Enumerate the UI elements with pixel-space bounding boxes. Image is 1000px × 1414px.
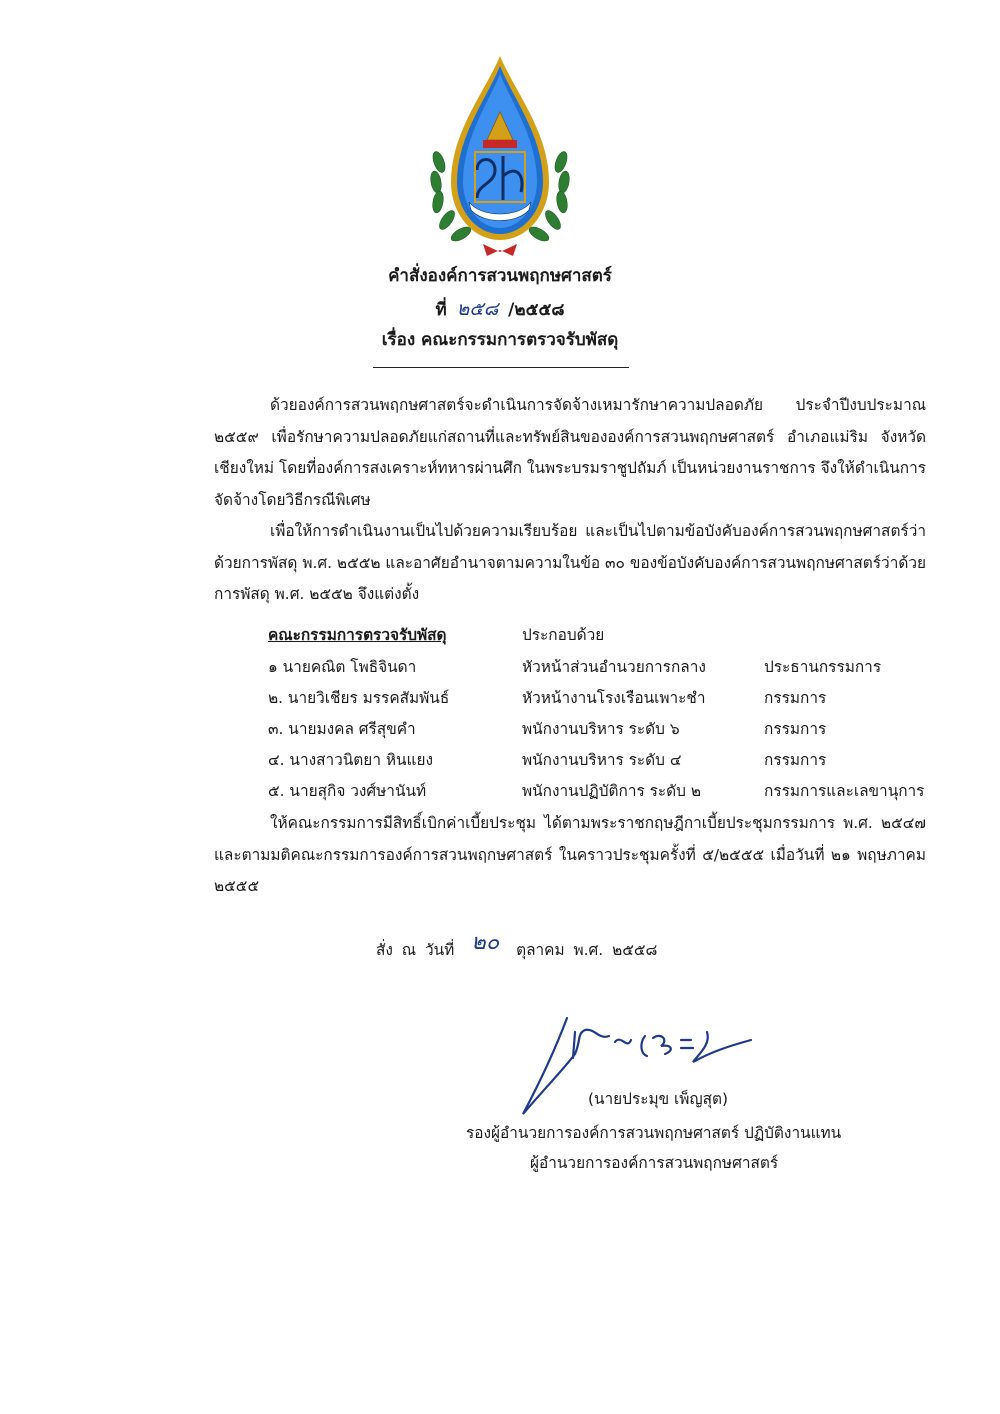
member-name: ๕. นายสุกิจ วงศ์ษานันท์: [268, 782, 427, 800]
member-name: ๓. นายมงคล ศรีสุขคำ: [268, 720, 416, 738]
order-subject: เรื่อง คณะกรรมการตรวจรับพัสดุ: [381, 330, 619, 350]
member-role: กรรมการ: [764, 751, 827, 769]
signatory-name: (นายประมุข เพ็ญสุต): [588, 1090, 728, 1108]
body-paragraph-3: ให้คณะกรรมการมีสิทธิ์เบิกค่าเบี้ยประชุม ได้ตามพระราชกฤษฎีกาเบี้ยประชุมกรรมการ พ.ศ. ๒๕๔๗ และตามมติคณะกรรมการองค์การสวนพฤกษศาสตร์ ในคราวประชุมครั้งที่ ๕/๒๕๕๕ เมื่อวันที่ ๒๑ พฤษภาคม ๒๕๕๕: [214, 814, 926, 895]
member-name: ๑ นายคณิต โพธิจินดา: [268, 658, 417, 676]
member-role: ประธานกรรมการ: [764, 658, 882, 676]
order-number-prefix: ที่: [435, 300, 447, 320]
member-position: หัวหน้าส่วนอำนวยการกลาง: [522, 658, 706, 676]
committee-member-row: [268, 654, 938, 684]
member-position: หัวหน้างานโรงเรือนเพาะชำ: [522, 689, 706, 707]
committee-member-row: [268, 747, 938, 777]
member-role: กรรมการและเลขานุการ: [764, 782, 925, 800]
member-position: พนักงานบริหาร ระดับ ๔: [522, 751, 682, 769]
signatory-title-1: รองผู้อำนวยการองค์การสวนพฤกษศาสตร์ ปฏิบัติงานแทน: [466, 1124, 842, 1142]
order-date: [376, 930, 657, 965]
order-date-suffix: ตุลาคม พ.ศ. ๒๕๕๘: [516, 941, 658, 959]
order-number: [0, 294, 1000, 324]
committee-member-row: [268, 716, 938, 746]
order-number-handwritten: ๒๕๘: [456, 298, 499, 320]
order-date-prefix: สั่ง ณ วันที่: [376, 941, 455, 959]
member-role: กรรมการ: [764, 720, 827, 738]
committee-member-row: [268, 778, 938, 808]
title-divider: [373, 367, 629, 368]
member-name: ๔. นางสาวนิตยา หินแยง: [268, 751, 433, 769]
botanical-garden-emblem-icon: [425, 52, 575, 260]
signatory-title-2: ผู้อำนวยการองค์การสวนพฤกษศาสตร์: [530, 1154, 779, 1172]
body-paragraph-1: ด้วยองค์การสวนพฤกษศาสตร์จะดำเนินการจัดจ้างเหมารักษาความปลอดภัย ประจำปีงบประมาณ ๒๕๕๙ เพื่อรักษาความปลอดภัยแก่สถานที่และทรัพย์สินขององค์การสวนพฤกษศาสตร์ อำเภอแม่ริม จังหวัดเชียงใหม่ โดยที่องค์การสงเคราะห์ทหารผ่านศึก ในพระบรมราชูปถัมภ์ เป็นหน่วยงานราชการ จึงให้ดำเนินการจัดจ้างโดยวิธีกรณีพิเศษ: [214, 396, 926, 509]
order-title: คำสั่งองค์การสวนพฤกษศาสตร์: [388, 266, 612, 286]
committee-heading: คณะกรรมการตรวจรับพัสดุ: [268, 626, 447, 644]
member-position: พนักงานปฏิบัติการ ระดับ ๒: [522, 782, 701, 800]
order-number-suffix: /๒๕๕๘: [508, 300, 565, 320]
member-role: กรรมการ: [764, 689, 827, 707]
committee-member-row: [268, 685, 938, 715]
committee-composed-of: ประกอบด้วย: [522, 626, 605, 644]
body-paragraph-2: เพื่อให้การดำเนินงานเป็นไปด้วยความเรียบร้อย และเป็นไปตามข้อบังคับองค์การสวนพฤกษศาสตร์ว่าด้วยการพัสดุ พ.ศ. ๒๕๕๒ และอาศัยอำนาจตามความในข้อ ๓๐ ของข้อบังคับองค์การสวนพฤกษศาสตร์ว่าด้วยการพัสดุ พ.ศ. ๒๕๕๒ จึงแต่งตั้ง: [214, 522, 926, 603]
order-date-handwritten-day: ๒๐: [471, 930, 500, 955]
member-name: ๒. นายวิเชียร มรรคสัมพันธ์: [268, 689, 450, 707]
member-position: พนักงานบริหาร ระดับ ๖: [522, 720, 680, 738]
